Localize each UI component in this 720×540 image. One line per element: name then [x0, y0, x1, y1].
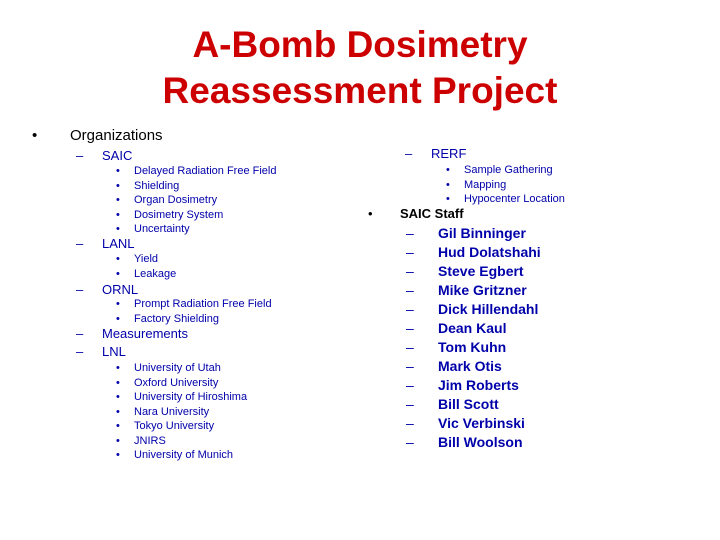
dash-icon: – — [76, 282, 84, 297]
group-name: ORNL — [102, 282, 139, 297]
title-line-2: Reassessment Project — [162, 70, 558, 111]
list-item: – Gil Binninger — [406, 225, 526, 241]
list-item: • University of Hiroshima — [116, 391, 248, 403]
bullet-icon: • — [116, 194, 120, 206]
list-item: • Yield — [116, 253, 159, 265]
title-line-1: A-Bomb Dosimetry — [192, 24, 528, 65]
bullet-icon: • — [116, 165, 120, 177]
organizations-bullet — [32, 127, 163, 145]
group-rerf — [405, 146, 466, 162]
list-item: – Vic Verbinski — [406, 415, 525, 431]
bullet-icon: • — [116, 449, 120, 461]
dash-icon: – — [76, 326, 84, 341]
list-item: • Shielding — [116, 179, 180, 192]
bullet-icon: • — [116, 362, 120, 374]
staff-heading: SAIC Staff — [400, 206, 464, 221]
group-name: LNL — [102, 344, 126, 359]
group-name: Measurements — [102, 326, 188, 341]
list-item: • Oxford University — [116, 376, 219, 389]
list-item: • University of Munich — [116, 449, 234, 461]
organizations-heading: Organizations — [70, 127, 163, 144]
list-item: – Mike Gritzner — [406, 282, 527, 298]
bullet-icon: • — [116, 312, 120, 325]
list-item: • Sample Gathering — [446, 164, 553, 176]
dash-icon: – — [406, 320, 414, 336]
dash-icon: – — [76, 148, 84, 163]
bullet-icon: • — [116, 208, 120, 221]
group-lnl — [76, 344, 126, 360]
bullet-icon: • — [116, 267, 120, 280]
group-measurements — [76, 326, 188, 342]
list-item: – Bill Scott — [406, 396, 499, 412]
bullet-icon: • — [116, 253, 120, 265]
staff-list — [406, 224, 541, 452]
list-item: • Organ Dosimetry — [116, 194, 218, 206]
list-item: – Jim Roberts — [406, 377, 519, 393]
list-item: • Delayed Radiation Free Field — [116, 165, 277, 177]
bullet-icon: • — [116, 405, 120, 418]
dash-icon: – — [406, 396, 414, 412]
dash-icon: – — [406, 415, 414, 431]
list-item: • Uncertainty — [116, 223, 190, 235]
list-item: • Nara University — [116, 405, 210, 418]
group-lanl — [76, 236, 135, 252]
dash-icon: – — [406, 225, 414, 241]
bullet-icon: • — [116, 179, 120, 192]
dash-icon: – — [406, 434, 414, 450]
dash-icon: – — [76, 236, 84, 251]
list-item: • Mapping — [446, 178, 507, 191]
list-item: • JNIRS — [116, 434, 166, 447]
bullet-icon: • — [446, 178, 450, 191]
bullet-icon: • — [446, 164, 450, 176]
list-item: – Hud Dolatshahi — [406, 244, 541, 260]
group-name: LANL — [102, 236, 135, 251]
group-name: RERF — [431, 146, 467, 161]
group-ornl — [76, 282, 138, 298]
list-item: – Steve Egbert — [406, 263, 524, 279]
list-item: – Bill Woolson — [406, 434, 523, 450]
bullet-icon: • — [116, 223, 120, 235]
dash-icon: – — [406, 282, 414, 298]
list-item: • Factory Shielding — [116, 312, 219, 325]
list-item: – Dean Kaul — [406, 320, 507, 336]
bullet-icon: • — [116, 420, 120, 432]
dash-icon: – — [406, 263, 414, 279]
list-item: – Dick Hillendahl — [406, 301, 539, 317]
dash-icon: – — [76, 344, 84, 359]
bullet-icon: • — [368, 206, 373, 221]
list-item: • Tokyo University — [116, 420, 215, 432]
saic-items — [116, 164, 276, 237]
dash-icon: – — [406, 301, 414, 317]
dash-icon: – — [406, 339, 414, 355]
group-name: SAIC — [102, 148, 133, 163]
list-item: • Leakage — [116, 267, 177, 280]
list-item: • Dosimetry System — [116, 208, 224, 221]
list-item: – Tom Kuhn — [406, 339, 507, 355]
bullet-icon: • — [116, 391, 120, 403]
list-item: • Prompt Radiation Free Field — [116, 298, 272, 310]
dash-icon: – — [406, 377, 414, 393]
ornl-items — [116, 297, 272, 326]
list-item: – Mark Otis — [406, 358, 502, 374]
dash-icon: – — [406, 358, 414, 374]
lnl-items — [116, 361, 247, 463]
lanl-items — [116, 252, 176, 281]
bullet-icon: • — [116, 376, 120, 389]
dash-icon: – — [405, 146, 413, 161]
bullet-icon: • — [446, 193, 450, 205]
slide-title — [0, 22, 720, 114]
group-saic — [76, 148, 132, 164]
staff-bullet — [368, 206, 464, 222]
list-item: • University of Utah — [116, 362, 221, 374]
list-item: • Hypocenter Location — [446, 193, 565, 205]
dash-icon: – — [406, 244, 414, 260]
bullet-icon: • — [116, 434, 120, 447]
bullet-icon: • — [32, 127, 38, 144]
bullet-icon: • — [116, 298, 120, 310]
rerf-items — [446, 163, 565, 207]
